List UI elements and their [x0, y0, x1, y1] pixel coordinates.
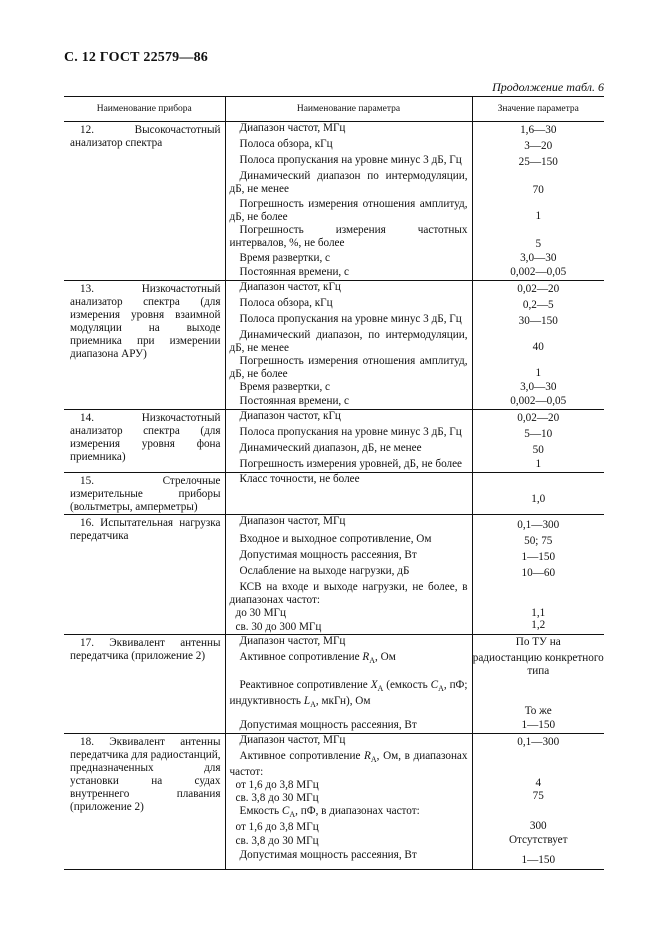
- parameter-name: Полоса пропускания на уровне минус 3 дБ, Гц: [239, 313, 462, 325]
- parameter-name: от 1,6 до 3,8 МГц: [235, 821, 319, 834]
- parameter-name: Диапазон частот, МГц: [239, 122, 346, 134]
- parameter-value: 4: [535, 777, 542, 789]
- parameter-value: 1,2: [531, 619, 546, 631]
- parameter-name: Динамический диапазон по интермодуляции, дБ, не менее: [229, 170, 468, 195]
- parameter-name: Постоянная времени, с: [239, 266, 349, 278]
- parameter-value: 30—150: [518, 315, 558, 327]
- parameter-name: Допустимая мощность рассеяния, Вт: [239, 719, 417, 731]
- value-cell: [472, 515, 604, 635]
- parameter-name: св. 3,8 до 30 МГц: [235, 792, 319, 805]
- parameter-name: Постоянная времени, с: [239, 395, 349, 407]
- parameter-name: Динамический диапазон, по интермодуляции, дБ, не менее: [229, 329, 468, 354]
- parameter-name: Полоса пропускания на уровне минус 3 дБ, Гц: [239, 426, 462, 438]
- parameter-value: 1: [535, 367, 542, 379]
- parameter-value: 0,02—20: [517, 283, 560, 295]
- parameter-value: 1—150: [521, 551, 556, 563]
- column-header-device: Наименование прибора: [64, 97, 225, 122]
- parameter-value: По ТУ на: [515, 636, 561, 648]
- device-name: 12. Высокочастотный анализатор спектра: [64, 122, 225, 281]
- parameter-value: 40: [532, 341, 544, 353]
- parameter-value: 0,2—5: [522, 299, 554, 311]
- parameter-name: св. 3,8 до 30 МГц: [235, 835, 319, 848]
- parameter-name: Диапазон частот, кГц: [239, 281, 341, 293]
- parameter-value: 300: [529, 820, 547, 832]
- parameter-value: 5: [535, 238, 542, 250]
- parameter-cell: [225, 410, 472, 473]
- column-header-value: Значение параметра: [472, 97, 604, 122]
- parameter-name: св. 30 до 300 МГц: [235, 621, 322, 633]
- parameter-cell: [225, 734, 472, 870]
- parameter-cell: [225, 281, 472, 410]
- value-cell: [472, 473, 604, 515]
- table-row: [64, 473, 604, 515]
- parameter-name: КСВ на входе и выходе нагрузки, не более, в диапазонах частот:: [229, 581, 468, 606]
- parameter-name: Время развертки, с: [239, 252, 331, 264]
- parameter-value: [473, 581, 605, 607]
- parameter-name: Динамический диапазон, дБ, не менее: [239, 442, 422, 454]
- column-header-parameter: Наименование параметра: [225, 97, 472, 122]
- parameter-name: Полоса обзора, кГц: [239, 138, 333, 150]
- parameter-value: Отсутствует: [508, 834, 568, 846]
- table-row: [64, 635, 604, 734]
- parameter-value: 1—150: [521, 719, 556, 731]
- parameter-value: 1: [535, 210, 542, 222]
- parameter-value: 3—20: [524, 140, 553, 152]
- page-header: С. 12 ГОСТ 22579—86: [64, 50, 208, 65]
- parameter-name: Класс точности, не более: [239, 473, 360, 485]
- parameter-value: 3,0—30: [520, 381, 557, 393]
- table-row: [64, 410, 604, 473]
- parameter-name: Реактивное сопротивление $X_А$ (емкость $C_А$, пФ; индуктивность $L_А$, мкГн), Ом: [229, 679, 468, 710]
- value-cell: [472, 410, 604, 473]
- parameter-value: 0,002—0,05: [510, 395, 567, 407]
- device-name: 16. Испытательная нагрузка передатчика: [64, 515, 225, 635]
- parameter-name: Полоса пропускания на уровне минус 3 дБ, Гц: [239, 154, 462, 166]
- parameter-name: Диапазон частот, МГц: [239, 734, 346, 746]
- parameter-value: 1,6—30: [520, 124, 557, 136]
- parameter-value: 1: [535, 458, 542, 470]
- parameter-value: [473, 804, 605, 820]
- parameter-value: 75: [532, 790, 544, 802]
- parameter-value: 1—150: [521, 854, 556, 866]
- parameter-value: 70: [532, 184, 544, 196]
- parameter-value: 1,1: [531, 607, 546, 619]
- parameter-name: Время развертки, с: [239, 381, 331, 393]
- parameter-name: Допустимая мощность рассеяния, Вт: [239, 849, 417, 862]
- parameter-name: Погрешность измерения отношения амплитуд, дБ, не более: [229, 355, 468, 380]
- value-cell: [472, 635, 604, 734]
- parameter-name: Диапазон частот, МГц: [239, 515, 346, 527]
- parameter-name: Активное сопротивление $R_А$, Ом, в диапазонах частот:: [229, 750, 468, 779]
- parameter-value: 0,1—300: [517, 519, 560, 531]
- table-row: [64, 734, 604, 870]
- parameter-value: 50: [532, 444, 544, 456]
- parameter-name: Погрешность измерения уровней, дБ, не более: [239, 458, 463, 470]
- table-row: [64, 122, 604, 281]
- parameter-name: Допустимая мощность рассеяния, Вт: [239, 549, 417, 561]
- parameter-value: 25—150: [518, 156, 558, 168]
- parameter-name: Входное и выходное сопротивление, Ом: [239, 533, 432, 545]
- parameter-value: 0,02—20: [517, 412, 560, 424]
- parameter-value: То же: [524, 705, 552, 717]
- device-name: 14. Низкочастотный анализатор спектра (для измерения уровня фона приемника): [64, 410, 225, 473]
- parameter-value: 5—10: [524, 428, 553, 440]
- parameter-name: Полоса обзора, кГц: [239, 297, 333, 309]
- parameter-cell: [225, 473, 472, 515]
- parameter-value: 50; 75: [524, 535, 553, 547]
- parameters-table: [64, 96, 604, 870]
- parameter-value: 0,002—0,05: [510, 266, 567, 278]
- value-cell: [472, 734, 604, 870]
- device-name: 17. Эквивалент антенны передатчика (приложение 2): [64, 635, 225, 734]
- value-cell: [472, 122, 604, 281]
- parameter-value: 0,1—300: [517, 736, 560, 748]
- parameter-cell: [225, 635, 472, 734]
- parameter-value: радиостанцию конкретного типа: [472, 652, 604, 677]
- parameter-name: Ослабление на выходе нагрузки, дБ: [239, 565, 410, 577]
- parameter-value: 10—60: [521, 567, 556, 579]
- table-row: [64, 281, 604, 410]
- parameter-name: Диапазон частот, МГц: [239, 635, 346, 647]
- parameter-name: до 30 МГц: [235, 607, 286, 619]
- parameter-name: Емкость $C_А$, пФ, в диапазонах частот:: [239, 805, 420, 820]
- parameter-name: от 1,6 до 3,8 МГц: [235, 779, 319, 792]
- table-continuation-label: Продолжение табл. 6: [492, 80, 604, 94]
- parameter-cell: [225, 515, 472, 635]
- parameter-value: 3,0—30: [520, 252, 557, 264]
- parameter-name: Погрешность измерения отношения амплитуд, дБ, не более: [229, 198, 468, 223]
- parameter-name: Активное сопротивление $R_А$, Ом: [239, 651, 396, 666]
- parameter-cell: [225, 122, 472, 281]
- device-name: 13. Низкочастотный анализатор спектра (для измерения уровня взаимной модуляции на выходе приемника при измерении диапазона АРУ): [64, 281, 225, 410]
- parameter-name: Диапазон частот, кГц: [239, 410, 341, 422]
- parameter-name: Погрешность измерения частотных интервалов, %, не более: [229, 224, 468, 249]
- table-row: [64, 515, 604, 635]
- parameter-value: 1,0: [531, 493, 546, 505]
- device-name: 15. Стрелочные измерительные приборы (вольтметры, амперметры): [64, 473, 225, 515]
- device-name: 18. Эквивалент антенны передатчика для радиостанций, предназначенных для установки на судах внутреннего плавания (приложение 2): [64, 734, 225, 870]
- value-cell: [472, 281, 604, 410]
- parameter-value: [473, 750, 605, 778]
